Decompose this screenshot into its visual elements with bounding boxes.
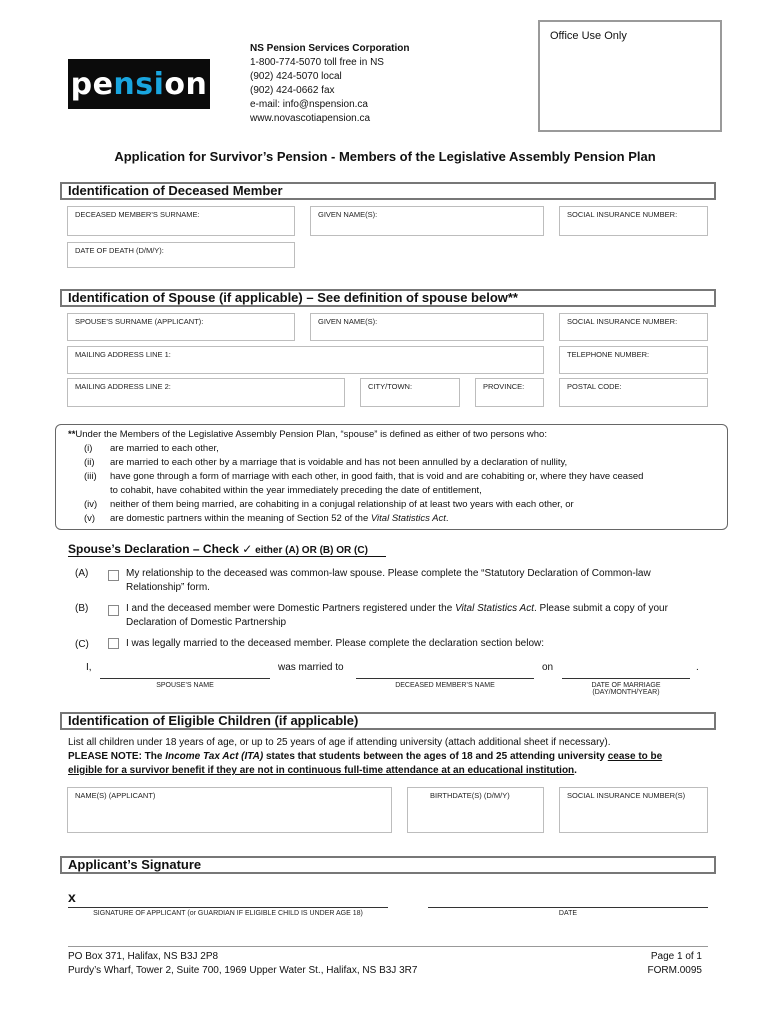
pension-logo: pe nsi on [68,59,210,109]
definition-item: (ii) are married to each other by a marriage that is voidable and has not been annulled by a declaration of nullity, [84,457,568,468]
children-birthdates-field[interactable]: BIRTHDATE(S) (D/M/Y) [407,787,544,833]
contact-line: (902) 424-0662 fax [250,85,335,96]
marriage-date-line[interactable] [562,678,690,679]
deceased-name-line[interactable] [356,678,534,679]
date-caption: DATE [558,910,578,917]
footer-page-info [600,950,702,978]
date-line[interactable] [428,907,708,908]
org-name: NS Pension Services Corporation [250,43,410,54]
contact-line: www.novascotiapension.ca [250,113,371,124]
married-to-label: was married to [278,662,344,673]
definition-item-continuation: to cohabit, have cohabited within the year immediately preceding the date of entitlement, [110,485,482,496]
mailing-address-1-field[interactable]: MAILING ADDRESS LINE 1: [67,346,544,374]
signature-line[interactable] [68,907,388,908]
deceased-name-caption: DECEASED MEMBER’S NAME [395,682,495,689]
form-number: FORM.0095 [647,965,702,976]
mailing-address-2-field[interactable]: MAILING ADDRESS LINE 2: [67,378,345,407]
declaration-heading-underline [68,556,386,557]
definition-item: (v) are domestic partners within the meaning of Section 52 of the Vital Statistics Act. [84,513,449,524]
option-b-label: (B) [75,603,89,614]
children-instructions: List all children under 18 years of age, or up to 25 years of age if attending university (attach additional sheet if necessary). [68,737,611,748]
option-c-checkbox[interactable] [108,638,119,649]
option-c-label: (C) [75,639,89,650]
contact-line: e-mail: info@nspension.ca [250,99,368,110]
office-use-box: Office Use Only [538,20,722,132]
check-mark-icon: ✓ [242,542,253,556]
telephone-field[interactable]: TELEPHONE NUMBER: [559,346,708,374]
city-field[interactable]: CITY/TOWN: [360,378,460,407]
contact-info [250,42,410,126]
footer-address: PO Box 371, Halifax, NS B3J 2P8 Purdy’s Wharf, Tower 2, Suite 700, 1969 Upper Water St., Halifax, NS B3J 3R7 [68,951,418,976]
spouse-given-names-field[interactable]: GIVEN NAME(S): [310,313,544,341]
declaration-heading: Spouse’s Declaration – Check ✓ either (A) OR (B) OR (C) [68,542,368,556]
deceased-given-names-field[interactable]: GIVEN NAME(S): [310,206,544,236]
section-spouse-heading: Identification of Spouse (if applicable) – See definition of spouse below** [60,289,716,307]
spouse-name-caption: SPOUSE’S NAME [156,682,214,689]
period: . [696,662,699,673]
spouse-sin-field[interactable]: SOCIAL INSURANCE NUMBER: [559,313,708,341]
section-deceased-heading: Identification of Deceased Member [60,182,716,200]
option-c-text: I was legally married to the deceased member. Please complete the declaration section below: [126,638,545,649]
option-b-checkbox[interactable] [108,605,119,616]
signature-caption: SIGNATURE OF APPLICANT (or GUARDIAN IF ELIGIBLE CHILD IS UNDER AGE 18) [93,910,363,917]
deceased-sin-field[interactable]: SOCIAL INSURANCE NUMBER: [559,206,708,236]
children-note: PLEASE NOTE: The Income Tax Act (ITA) states that students between the ages of 18 and 25 attending university cease to be eligible for a survivor benefit if they are not in continuous full-time attendance at an educational institution. [68,751,663,776]
contact-line: 1-800-774-5070 toll free in NS [250,57,384,68]
section-signature-heading: Applicant’s Signature [60,856,716,874]
definition-item: (i) are married to each other, [84,443,219,454]
footer-divider [68,946,708,947]
postal-code-field[interactable]: POSTAL CODE: [559,378,708,407]
children-sin-field[interactable]: SOCIAL INSURANCE NUMBER(S) [559,787,708,833]
section-children-heading: Identification of Eligible Children (if applicable) [60,712,716,730]
contact-line: (902) 424-5070 local [250,71,342,82]
date-of-death-field[interactable]: DATE OF DEATH (D/M/Y): [67,242,295,268]
province-field[interactable]: PROVINCE: [475,378,544,407]
signature-x-mark: x [68,889,76,905]
option-b-text: I and the deceased member were Domestic Partners registered under the Vital Statistics Act. Please submit a copy of your Declaration of Domestic Partnership [126,603,668,628]
definition-item: (iv) neither of them being married, are cohabiting in a conjugal relationship of at least two years with each other, or [84,499,574,510]
on-label: on [542,662,554,673]
option-a-checkbox[interactable] [108,570,119,581]
page-number: Page 1 of 1 [650,951,702,962]
children-names-field[interactable]: NAME(S) (APPLICANT) [67,787,392,833]
deceased-surname-field[interactable]: DECEASED MEMBER’S SURNAME: [67,206,295,236]
spouse-name-line[interactable] [100,678,270,679]
option-a-label: (A) [75,568,89,579]
definition-item: (iii) have gone through a form of marriage with each other, in good faith, that is void and are cohabiting or, where they have ceased [84,471,644,482]
marriage-date-caption: DATE OF MARRIAGE (DAY/MONTH/YEAR) [591,682,661,696]
spouse-definition-note: **Under the Members of the Legislative Assembly Pension Plan, “spouse” is defined as either of two persons who: (i) are married to each other, (ii) are married to each other by a marriage that is voidable and has not been annulled by a declaration of nullity, (iii) have gone through a form of marriage with each other, in good faith, that is void and are cohabiting or, where they have ceased to cohabit, have cohabited within the year immediately preceding the date of entitlement, (iv) neither of them being married, are cohabiting in a conjugal relationship of at least two years with each other, or (v) are domestic partners within the meaning of Section 52 of the Vital Statistics Act. [55,424,728,530]
spouse-surname-field[interactable]: SPOUSE’S SURNAME (APPLICANT): [67,313,295,341]
form-title: Application for Survivor’s Pension - Members of the Legislative Assembly Pension Plan [114,149,656,164]
option-a-text: My relationship to the deceased was common-law spouse. Please complete the “Statutory Declaration of Common-law Relationship” form. [126,568,651,593]
i-label: I, [86,662,92,673]
